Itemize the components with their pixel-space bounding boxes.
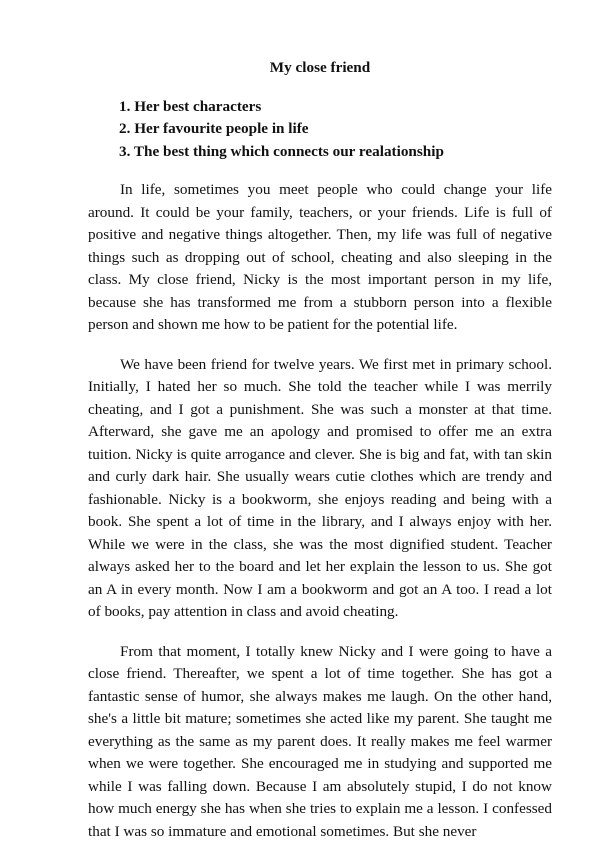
outline-item: 2. Her favourite people in life bbox=[119, 118, 552, 141]
body-paragraph-intro: In life, sometimes you meet people who could change your life around. It could be your family, teachers, or your friends. Life is full of positive and negative things altogether. Then, my life was full of negative things such as dropping out of school, cheating and also sleeping in the class. My close friend, Nicky is the most important person in my life, because she has transformed me from a stubborn person into a flexible person and shown me how to be patient for the potential life. bbox=[88, 179, 552, 337]
outline-item: 3. The best thing which connects our realationship bbox=[119, 141, 552, 164]
outline-item: 1. Her best characters bbox=[119, 96, 552, 119]
body-paragraph-characters: We have been friend for twelve years. We first met in primary school. Initially, I hated her so much. She told the teacher while I was merrily cheating, and I got a punishment. She was such a monster at that time. Afterward, she gave me an apology and promised to offer me an extra tuition. Nicky is quite arrogance and clever. She is big and fat, with tan skin and curly dark hair. She usually wears cutie clothes which are trendy and fashionable. Nicky is a bookworm, she enjoys reading and being with a book. She spent a lot of time in the library, and I always enjoy with her. While we were in the class, she was the most dignified student. Teacher always asked her to the board and let her explain the lesson to us. She got an A in every month. Now I am a bookworm and got an A too. I read a lot of books, pay attention in class and avoid cheating. bbox=[88, 354, 552, 624]
body-paragraph-friendship: From that moment, I totally knew Nicky and I were going to have a close friend. Thereafter, we spent a lot of time together. She has got a fantastic sense of humor, she always makes me laugh. On the other hand, she's a little bit mature; sometimes she acted like my parent. She taught me everything as the same as my parent does. It really makes me feel warmer when we were together. She encouraged me in studying and supported me while I was falling down. Because I am absolutely stupid, I do not know how much energy she has when she tries to explain me a lesson. I confessed that I was so immature and emotional sometimes. But she never bbox=[88, 641, 552, 843]
document-title: My close friend bbox=[88, 57, 552, 80]
essay-outline bbox=[88, 96, 552, 164]
